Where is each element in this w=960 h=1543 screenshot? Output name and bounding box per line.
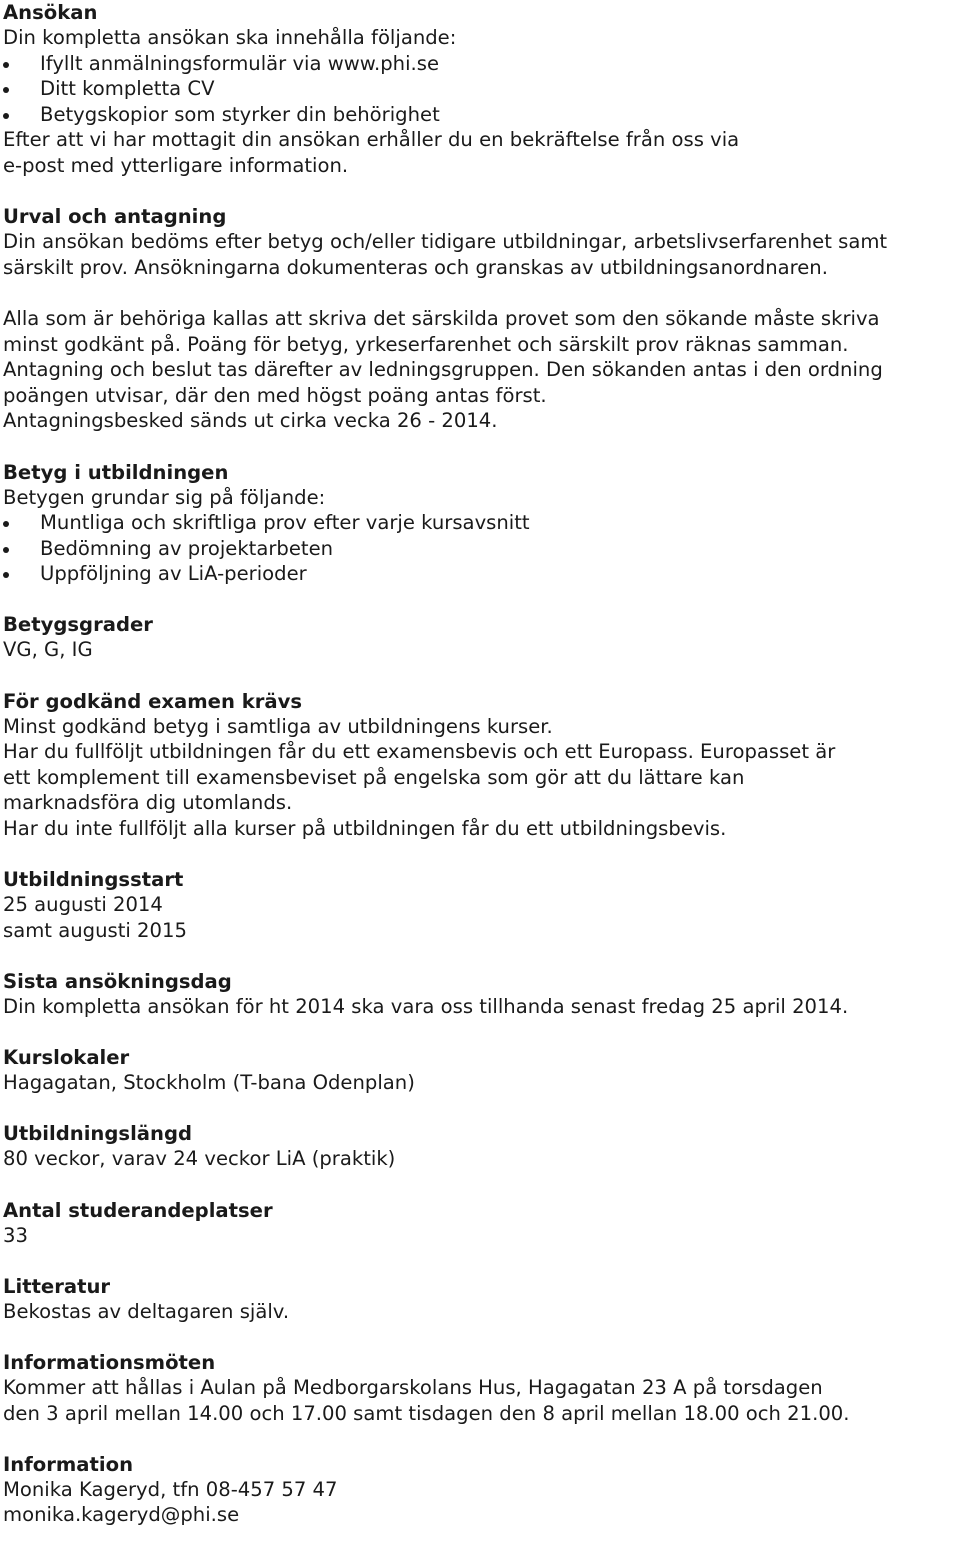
text-line: Bekostas av deltagaren själv.	[3, 1299, 290, 1323]
text-line: poängen utvisar, där den med högst poäng antas först.	[3, 383, 547, 407]
section-information	[3, 1452, 958, 1528]
section-heading: För godkänd examen krävs	[3, 689, 303, 713]
text-line: den 3 april mellan 14.00 och 17.00 samt tisdagen den 8 april mellan 18.00 och 21.00.	[3, 1401, 850, 1425]
bullet-icon	[3, 87, 9, 93]
section-betygsgrader	[3, 612, 958, 663]
bullet-icon	[3, 62, 9, 68]
text-line: ett komplement till examensbeviset på engelska som gör att du lättare kan	[3, 765, 745, 789]
document	[3, 0, 958, 1528]
list-item: Ditt kompletta CV	[3, 76, 958, 102]
text-line: Antagning och beslut tas därefter av ledningsgruppen. Den sökanden antas i den ordning	[3, 358, 883, 382]
text-line: e-post med ytterligare information.	[3, 153, 349, 177]
list-item: Uppföljning av LiA-perioder	[3, 561, 958, 587]
text-line: Antagningsbesked sänds ut cirka vecka 26 - 2014.	[3, 409, 498, 433]
section-heading: Litteratur	[3, 1274, 111, 1298]
text-line: minst godkänt på. Poäng för betyg, yrkeserfarenhet och särskilt prov räknas samman.	[3, 332, 849, 356]
contact-email: monika.kageryd@phi.se	[3, 1503, 240, 1527]
bullet-icon	[3, 521, 9, 527]
section-heading: Urval och antagning	[3, 205, 227, 229]
text-line: marknadsföra dig utomlands.	[3, 791, 293, 815]
section-betyg	[3, 460, 958, 587]
list-item: Betygskopior som styrker din behörighet	[3, 102, 958, 128]
text-line: Alla som är behöriga kallas att skriva det särskilda provet som den sökande måste skriva	[3, 306, 880, 330]
intro-text: Betygen grundar sig på följande:	[3, 485, 326, 509]
section-heading: Ansökan	[3, 1, 98, 24]
section-kurslokaler	[3, 1045, 958, 1096]
grading-basis-list	[3, 510, 958, 587]
section-heading: Utbildningslängd	[3, 1122, 193, 1146]
section-heading: Informationsmöten	[3, 1350, 216, 1374]
text-line: Din ansökan bedöms efter betyg och/eller tidigare utbildningar, arbetslivserfarenhet samt	[3, 230, 888, 254]
section-sista-ansokningsdag	[3, 969, 958, 1020]
section-utbildningslangd	[3, 1121, 958, 1172]
section-heading: Betyg i utbildningen	[3, 460, 229, 484]
requirements-list	[3, 51, 958, 128]
section-heading: Antal studerandeplatser	[3, 1198, 273, 1222]
section-litteratur	[3, 1274, 958, 1325]
section-utbildningsstart	[3, 867, 958, 943]
section-ansokan	[3, 0, 958, 179]
text-line: Efter att vi har mottagit din ansökan erhåller du en bekräftelse från oss via	[3, 128, 740, 152]
text-line: VG, G, IG	[3, 638, 93, 662]
section-studerandeplatser	[3, 1198, 958, 1249]
section-heading: Betygsgrader	[3, 613, 153, 637]
text-line: samt augusti 2015	[3, 918, 187, 942]
text-line: Kommer att hållas i Aulan på Medborgarskolans Hus, Hagagatan 23 A på torsdagen	[3, 1375, 823, 1399]
list-item: Bedömning av projektarbeten	[3, 536, 958, 562]
section-heading: Utbildningsstart	[3, 868, 184, 892]
text-line: 25 augusti 2014	[3, 893, 163, 917]
section-urval	[3, 204, 958, 434]
section-informationsmoten	[3, 1350, 958, 1426]
list-item: Ifyllt anmälningsformulär via www.phi.se	[3, 51, 958, 77]
intro-text: Din kompletta ansökan ska innehålla följande:	[3, 26, 457, 49]
text-line: Minst godkänd betyg i samtliga av utbildningens kurser.	[3, 714, 553, 738]
bullet-icon	[3, 547, 9, 553]
section-heading: Information	[3, 1452, 134, 1476]
list-item: Muntliga och skriftliga prov efter varje kursavsnitt	[3, 510, 958, 536]
text-line: 33	[3, 1223, 28, 1247]
text-line: Har du inte fullföljt alla kurser på utbildningen får du ett utbildningsbevis.	[3, 817, 727, 841]
text-line: särskilt prov. Ansökningarna dokumenteras och granskas av utbildningsanordnaren.	[3, 255, 828, 279]
text-line: Har du fullföljt utbildningen får du ett examensbevis och ett Europass. Europasset är	[3, 740, 836, 764]
contact-line: Monika Kageryd, tfn 08-457 57 47	[3, 1477, 338, 1501]
section-examen	[3, 689, 958, 842]
text-line: Hagagatan, Stockholm (T-bana Odenplan)	[3, 1071, 415, 1095]
bullet-icon	[3, 113, 9, 119]
text-line: 80 veckor, varav 24 veckor LiA (praktik)	[3, 1147, 396, 1171]
bullet-icon	[3, 572, 9, 578]
section-heading: Kurslokaler	[3, 1046, 130, 1070]
text-line: Din kompletta ansökan för ht 2014 ska vara oss tillhanda senast fredag 25 april 2014.	[3, 995, 849, 1018]
section-heading: Sista ansökningsdag	[3, 970, 232, 993]
